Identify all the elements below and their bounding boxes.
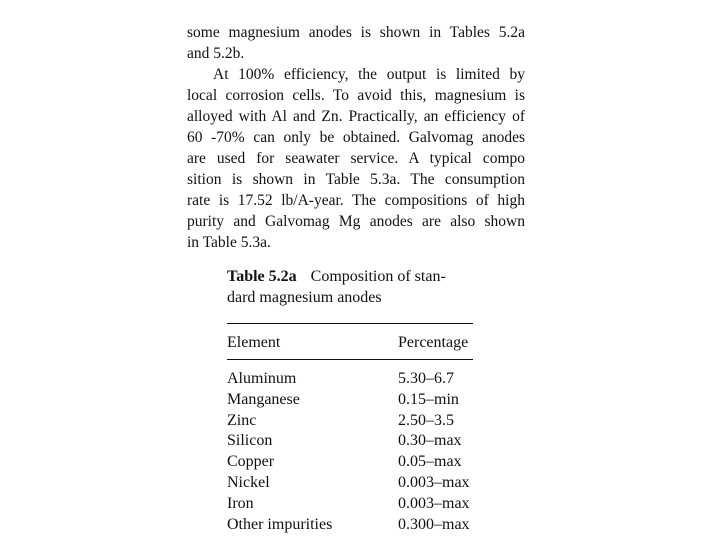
- cell-element: Iron: [227, 494, 254, 512]
- text-line: alloyed with Al and Zn. Practically, an efficiency of: [187, 108, 525, 125]
- text-line: and 5.2b.: [187, 45, 245, 62]
- table-row: [227, 431, 473, 452]
- text-line: local corrosion cells. To avoid this, magnesium is: [187, 87, 525, 104]
- cell-percentage: 5.30–6.7: [398, 370, 454, 387]
- text-line: rate is 17.52 lb/A-year. The compositions of high: [187, 192, 525, 209]
- text-line: 60 -70% can only be obtained. Galvomag anodes: [187, 129, 525, 146]
- table-row: [227, 452, 473, 473]
- cell-element: Manganese: [227, 390, 300, 408]
- cell-element: Nickel: [227, 473, 270, 491]
- text-line: At 100% efficiency, the output is limited by: [213, 66, 525, 83]
- cell-percentage: 0.003–max: [398, 494, 470, 512]
- cell-percentage: 0.003–max: [398, 473, 470, 491]
- cell-element: Aluminum: [227, 370, 297, 387]
- table-body: [227, 369, 473, 535]
- paragraph-efficiency: [187, 64, 525, 253]
- column-header-element: Element: [227, 334, 281, 351]
- text-line: sition is shown in Table 5.3a. The consumption: [187, 171, 525, 188]
- cell-element: Zinc: [227, 411, 257, 429]
- cell-percentage: 0.15–min: [398, 390, 459, 408]
- paragraph-intro: [187, 22, 525, 64]
- cell-percentage: 0.300–max: [398, 515, 470, 533]
- text-line: in Table 5.3a.: [187, 234, 271, 251]
- table-number: Table 5.2a: [227, 268, 297, 285]
- table-caption-line2: dard magnesium anodes: [227, 289, 382, 306]
- text-line: purity and Galvomag Mg anodes are also shown: [187, 213, 525, 230]
- table-row: [227, 411, 473, 432]
- cell-percentage: 0.30–max: [398, 432, 462, 450]
- table-row: [227, 369, 473, 390]
- table-top-rule: [227, 323, 473, 324]
- cell-element: Copper: [227, 453, 275, 471]
- cell-percentage: 2.50–3.5: [398, 411, 454, 429]
- text-line: are used for seawater service. A typical compo: [187, 150, 525, 167]
- table-row: [227, 515, 473, 536]
- text-line: some magnesium anodes is shown in Tables 5.2a: [187, 24, 525, 41]
- table-row: [227, 494, 473, 515]
- cell-percentage: 0.05–max: [398, 453, 462, 471]
- table-caption-line1: Composition of stan-: [310, 268, 446, 285]
- table-caption: [227, 266, 477, 308]
- column-header-percentage: Percentage: [398, 334, 469, 351]
- table-row: [227, 390, 473, 411]
- table-header-rule: [227, 359, 473, 360]
- cell-element: Silicon: [227, 432, 273, 450]
- table-row: [227, 473, 473, 494]
- cell-element: Other impurities: [227, 515, 333, 533]
